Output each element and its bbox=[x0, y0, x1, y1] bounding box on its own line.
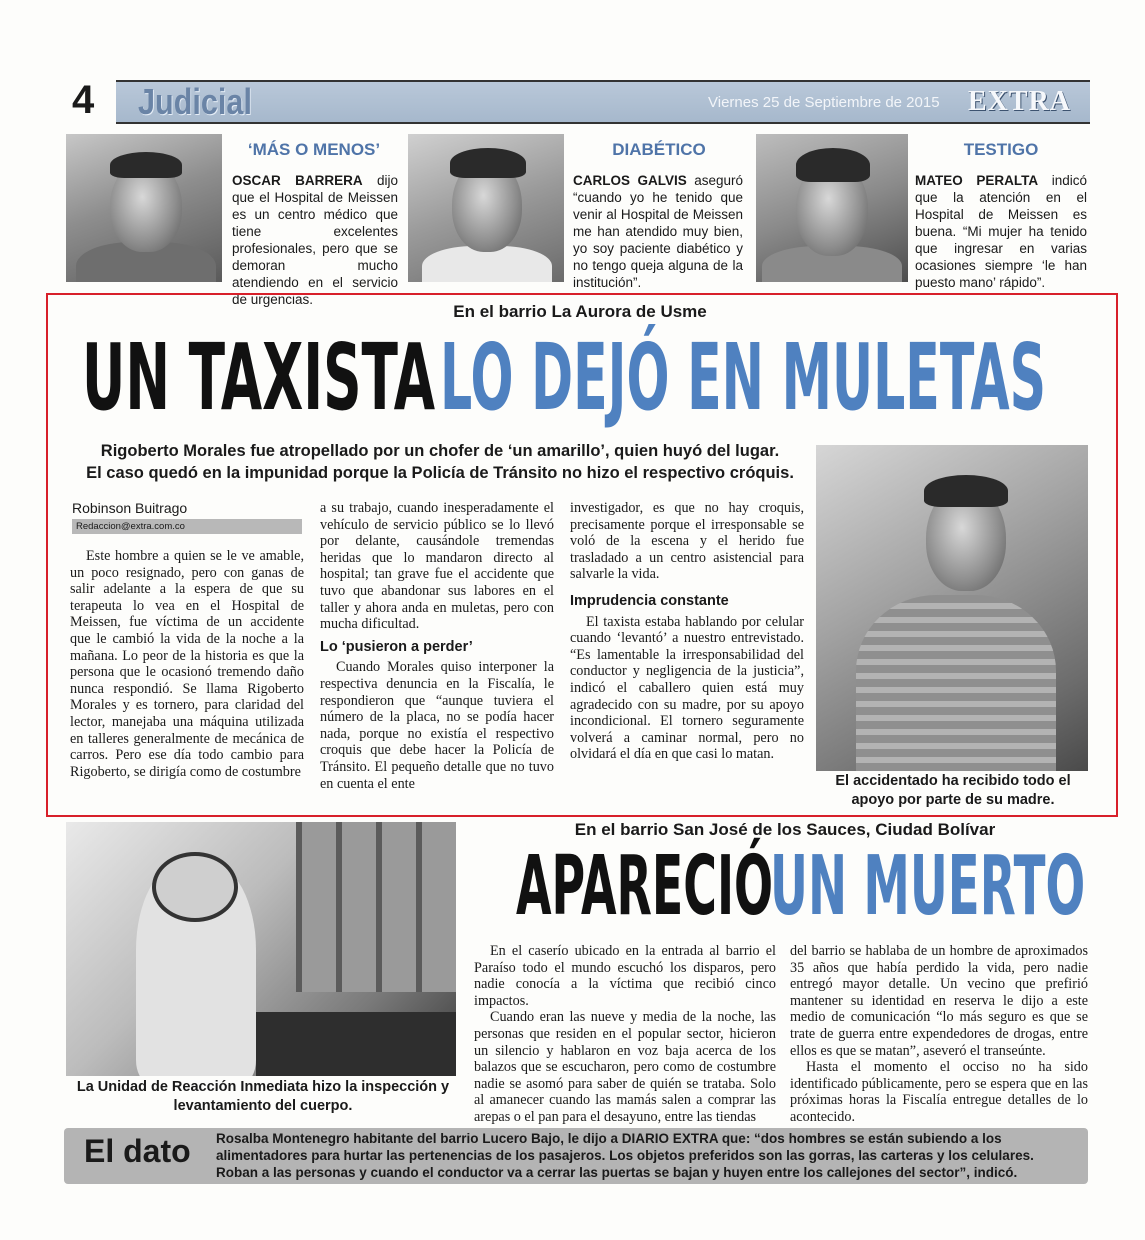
issue-date: Viernes 25 de Septiembre de 2015 bbox=[708, 94, 940, 111]
second-story-paragraph-3: del barrio se hablaba de un hombre de aproximados 35 años que había perdido la vida, pero nadie entregó mayor detalle. Un vecino que prefirió mantener su identidad en reserva le dijo a este medio de comunicación “lo más seguro es que se trate de guerra entre expendedores de drogas, entre ellos es que se matan”, aseveró el transeúnte. bbox=[790, 943, 1088, 1059]
vox-pop-text-1: dijo que el Hospital de Meissen es un centro médico que tiene excelentes profesionales, pero que se demoran mucho atendiendo en el servicio de urgencias. bbox=[232, 173, 398, 307]
second-story-column-1 bbox=[474, 943, 776, 1126]
main-story-paragraph-4: investigador, es que no hay croquis, precisamente porque el irresponsable se voló de la escena y el herido fue trasladado a un centro asistencial para salvarle la vida. bbox=[570, 500, 804, 583]
main-story-paragraph-3: Cuando Morales quiso interponer la respectiva denuncia en la Fiscalía, le respondieron que “aunque tuviera el número de la placa, no se podía hacer nada, porque no existía el respectivo croquis que debe hacer la Policía de Tránsito. El pequeño detalle que no tuvo en cuenta el ente bbox=[320, 659, 554, 792]
vox-pop-name-1: OSCAR BARRERA bbox=[232, 173, 363, 188]
second-headline-black: APARECIÓ bbox=[516, 839, 774, 934]
section-name: Judicial bbox=[138, 81, 252, 122]
main-story-paragraph-1: Este hombre a quien se le ve amable, un poco resignado, pero con ganas de salir adelante a la espera de que su terapeuta lo vea en el Hospital de Meissen, fue víctima de un accidente que le cambió la vida de la noche a la mañana. Lo peor de la historia es que la persona que le ocasionó tremendo daño nunca respondió. Se llama Rigoberto Morales y es tornero, para claridad del lector, manejaba una máquina utilizada en talleres generalmente de mecánica de carros. Pero ese día todo cambio para Rigoberto, se dirigía como de costumbre bbox=[70, 548, 304, 780]
vox-pop-quote-3 bbox=[915, 172, 1087, 291]
byline-email: Redaccion@extra.com.co bbox=[72, 519, 302, 534]
vox-pop-tag-3: TESTIGO bbox=[963, 140, 1039, 159]
main-story-column-1 bbox=[70, 548, 304, 780]
second-story-photo bbox=[66, 822, 456, 1076]
main-story-column-2 bbox=[320, 500, 554, 792]
byline: Robinson Buitrago bbox=[72, 500, 188, 516]
second-headline-blue: UN MUERTO bbox=[770, 839, 1086, 934]
second-story-photo-caption: La Unidad de Reacción Inmediata hizo la inspección y levantamiento del cuerpo. bbox=[76, 1079, 450, 1114]
vox-pop-quote-1 bbox=[232, 172, 398, 308]
main-story-dek bbox=[70, 440, 810, 484]
main-story-dek-line-1: Rigoberto Morales fue atropellado por un chofer de ‘un amarillo’, quien huyó del lugar. bbox=[100, 442, 780, 460]
main-story-subhead-1: Lo ‘pusieron a perder’ bbox=[320, 638, 473, 655]
second-story-column-2 bbox=[790, 943, 1088, 1126]
vox-pop-name-3: MATEO PERALTA bbox=[915, 173, 1039, 188]
vox-pop-tag-1: ‘MÁS O MENOS’ bbox=[247, 140, 381, 159]
el-dato-text: Rosalba Montenegro habitante del barrio Lucero Bajo, le dijo a DIARIO EXTRA que: “dos hombres se están subiendo a los alimentadores para hurtar las pertenencias de los pasajeros. Los objetos preferidos son las gorras, las carteras y los celulares. Roban a las personas y cuando el conductor va a cerrar las puertas se bajan y huyen entre los callejones del sector”, indicó. bbox=[216, 1131, 1034, 1180]
section-header-bar bbox=[116, 80, 1090, 124]
vox-pop-photo-1 bbox=[66, 134, 222, 282]
main-story-photo-caption: El accidentado ha recibido todo el apoyo por parte de su madre. bbox=[835, 773, 1071, 808]
second-story-paragraph-4: Hasta el momento el occiso no ha sido identificado públicamente, pero se espera que en las próximas horas la Fiscalía entregue detalles de lo acontecido. bbox=[790, 1059, 1088, 1125]
main-story-paragraph-5: El taxista estaba hablando por celular cuando ‘levantó’ a nuestro entrevistado. “Es lamentable la irresponsabilidad del conductor y negligencia de la justicia”, indicó el caballero quien está muy agradecido con su madre, por su apoyo incondicional. El tornero seguramente volverá a caminar normal, pero no olvidará el día en que casi lo matan. bbox=[570, 613, 804, 763]
second-story-paragraph-1: En el caserío ubicado en la entrada al barrio el Paraíso todo el mundo escuchó los disparos, pero nadie conocía a la víctima que recibió cinco impactos. bbox=[474, 943, 776, 1009]
main-story-kicker: En el barrio La Aurora de Usme bbox=[453, 302, 707, 321]
main-story-paragraph-2: a su trabajo, cuando inesperadamente el vehículo de servicio público se lo llevó por delante, causándole tremendas heridas que lo mandaron directo al hospital; tan grave fue el accidente que tuvo que abandonar sus labores en el taller y ahora anda en muletas, pero con mucha dificultad. bbox=[320, 500, 554, 633]
main-headline-black: UN TAXISTA bbox=[82, 324, 436, 431]
second-story-kicker: En el barrio San José de los Sauces, Ciudad Bolívar bbox=[574, 820, 996, 839]
second-story-paragraph-2: Cuando eran las nueve y media de la noche, las personas que residen en el popular sector, hicieron un silencio y hablaron en voz baja acerca de los balazos que se escucharon, pero como de costumbre nadie se asomó para saber de quién se trataba. Solo al amanecer cuando las mamás salen a comprar las arepas o el pan para el desayuno, entre las tiendas bbox=[474, 1009, 776, 1125]
main-story-column-3 bbox=[570, 500, 804, 763]
vox-pop-text-3: indicó que la atención en el Hospital de Meissen es buena. “Mi mujer ha tenido que ingresar en varias ocasiones siempre ‘le han puesto mano’ rápido”. bbox=[915, 173, 1087, 290]
main-story-dek-line-2: El caso quedó en la impunidad porque la Policía de Tránsito no hizo el respectivo cróquis. bbox=[86, 464, 794, 482]
newspaper-logo: EXTRA bbox=[968, 86, 1072, 117]
el-dato-label: El dato bbox=[84, 1133, 191, 1169]
vox-pop-text-2: aseguró “cuando yo he tenido que venir al Hospital de Meissen me han atendido muy bien, yo soy paciente diabético y no tengo queja alguna de la institución”. bbox=[573, 173, 743, 290]
vox-pop-tag-2: DIABÉTICO bbox=[612, 140, 706, 159]
vox-pop-quote-2 bbox=[573, 172, 743, 291]
main-story-photo bbox=[816, 445, 1088, 771]
main-story-subhead-2: Imprudencia constante bbox=[570, 592, 729, 609]
vox-pop-photo-3 bbox=[756, 134, 908, 282]
page-number: 4 bbox=[72, 78, 95, 122]
main-headline-blue: LO DEJÓ EN MULETAS bbox=[440, 324, 1047, 431]
vox-pop-photo-2 bbox=[408, 134, 564, 282]
vox-pop-name-2: CARLOS GALVIS bbox=[573, 173, 687, 188]
